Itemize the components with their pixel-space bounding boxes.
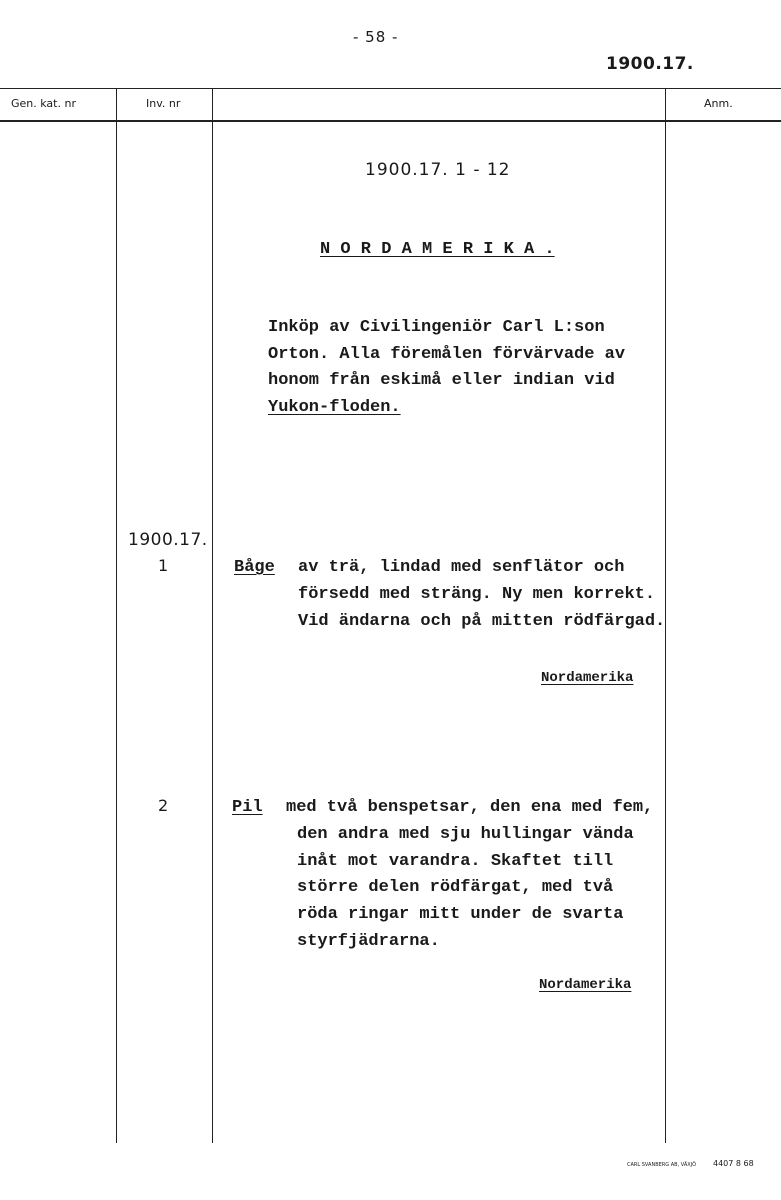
intro-paragraph: [268, 315, 625, 422]
intro-line: Yukon-floden.: [268, 398, 401, 418]
printer-imprint: CARL SVANBERG AB, VÄXJÖ: [627, 1162, 697, 1168]
entry-line: försedd med sträng. Ny men korrekt.: [298, 585, 656, 604]
inv-number: 2: [158, 796, 169, 815]
entry-region: Nordamerika: [539, 977, 632, 993]
entry-line: Vid ändarna och på mitten rödfärgad.: [298, 611, 666, 631]
region-title: N O R D A M E R I K A .: [320, 240, 555, 259]
entry-first-line: av trä, lindad med senflätor och: [298, 558, 625, 577]
header-bottom-rule: [0, 120, 781, 122]
column-divider-1: [116, 88, 117, 1143]
intro-line: Orton. Alla föremålen förvärvade av: [268, 344, 626, 364]
entry-line: inåt mot varandra. Skaftet till: [297, 851, 614, 871]
header-top-rule: [0, 88, 781, 89]
form-code: 4407 8 68: [713, 1159, 754, 1168]
column-divider-2: [212, 88, 213, 1143]
intro-line: Inköp av Civilingeniör Carl L:son: [268, 318, 605, 337]
series-number: 1900.17.: [606, 54, 694, 74]
entry-description: [298, 582, 665, 635]
entry-term: Båge: [234, 558, 275, 577]
entry-line: den andra med sju hullingar vända: [297, 825, 634, 844]
entry-line: styrfjädrarna.: [297, 931, 440, 951]
entry-line: röda ringar mitt under de svarta: [297, 905, 624, 925]
page-number: - 58 -: [353, 28, 399, 46]
column-header-anm: Anm.: [704, 97, 733, 110]
inv-prefix: 1900.17.: [128, 530, 208, 550]
intro-line: honom från eskimå eller indian vid: [268, 371, 615, 391]
inv-number: 1: [158, 556, 169, 575]
entry-line: större delen rödfärgat, med två: [297, 878, 614, 898]
entry-region: Nordamerika: [541, 670, 634, 686]
column-header-inv-nr: Inv. nr: [146, 97, 181, 110]
entry-description: [297, 822, 634, 956]
entry-first-line: med två benspetsar, den ena med fem,: [286, 798, 654, 817]
entry-term: Pil: [232, 798, 263, 817]
column-header-gen-kat-nr: Gen. kat. nr: [11, 97, 76, 110]
number-range: 1900.17. 1 - 12: [365, 160, 511, 180]
